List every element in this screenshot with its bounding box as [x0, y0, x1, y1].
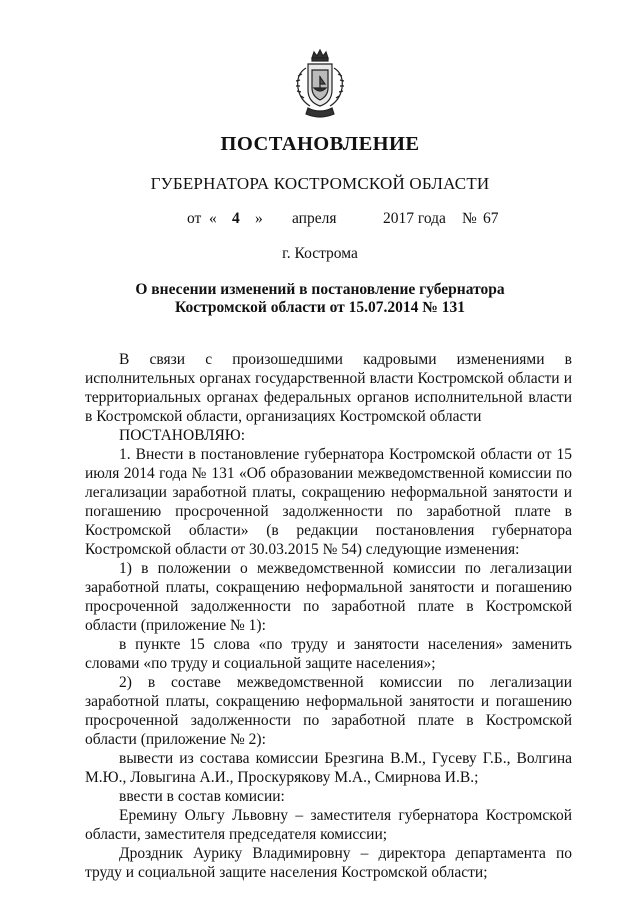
paragraph-subitem-2: 2) в составе межведомственной комиссии по легализации заработной платы, сокращению неформальной занятости и погашению просроченной задолженности по заработной плате в Костромской области (приложение № 2):: [85, 674, 572, 748]
coat-of-arms-emblem: [288, 48, 352, 120]
paragraph-add-members: ввести в состав комисии:: [119, 788, 285, 805]
document-title: ПОСТАНОВЛЕНИЕ: [220, 133, 420, 155]
date-open-quote: «: [209, 210, 217, 227]
paragraph-member-drozdnik: Дроздник Аурику Владимировну – директора департамента по труду и социальной защите населения Костромской области;: [85, 845, 572, 881]
document-body: [85, 350, 572, 882]
paragraph-subitem-1: 1) в положении о межведомственной комиссии по легализации заработной платы, сокращению неформальной занятости и погашению просроченной задолженности по заработной плате в Костромской области (приложение № 1):: [85, 560, 572, 634]
date-year: 2017 года: [383, 210, 446, 227]
paragraph-remove-members: вывести из состава комиссии Брезгина В.М., Гусеву Г.Б., Волгина М.Ю., Ловыгина А.И., Проскурякову М.А., Смирнова И.В.;: [85, 750, 572, 786]
date-month: апреля: [292, 210, 337, 227]
document-heading: [0, 281, 640, 317]
heading-line-1: О внесении изменений в постановление губернатора: [135, 281, 505, 298]
number-sign: №: [462, 210, 477, 227]
paragraph-item-1: 1. Внести в постановление губернатора Костромской области от 15 июля 2014 года № 131 «Об образовании межведомственной комиссии по легализации заработной платы, сокращению неформальной занятости и погашению просроченной задолженности по заработной плате в Костромской области» (в редакции постановления губернатора Костромской области от 30.03.2015 № 54) следующие изменения:: [85, 446, 572, 558]
date-close-quote: »: [255, 210, 263, 227]
date-day: 4: [232, 210, 240, 227]
date-prefix: от: [187, 210, 202, 227]
heading-line-2: Костромской области от 15.07.2014 № 131: [175, 299, 465, 316]
paragraph-point-15: в пункте 15 слова «по труду и занятости населения» заменить словами «по труду и социальной защите населения»;: [85, 636, 572, 672]
paragraph-resolve: ПОСТАНОВЛЯЮ:: [119, 427, 246, 444]
city: г. Кострома: [282, 245, 358, 262]
document-subtitle: ГУБЕРНАТОРА КОСТРОМСКОЙ ОБЛАСТИ: [150, 174, 490, 193]
paragraph-preamble: В связи с произошедшими кадровыми изменениями в исполнительных органах государственной власти Костромской области и территориальных органах федеральных органов исполнительной власти в Костромской области, организациях Костромской области: [85, 351, 572, 425]
document-number: 67: [483, 210, 499, 227]
paragraph-member-eremina: Еремину Ольгу Львовну – заместителя губернатора Костромской области, заместителя председателя комиссии;: [85, 807, 572, 843]
